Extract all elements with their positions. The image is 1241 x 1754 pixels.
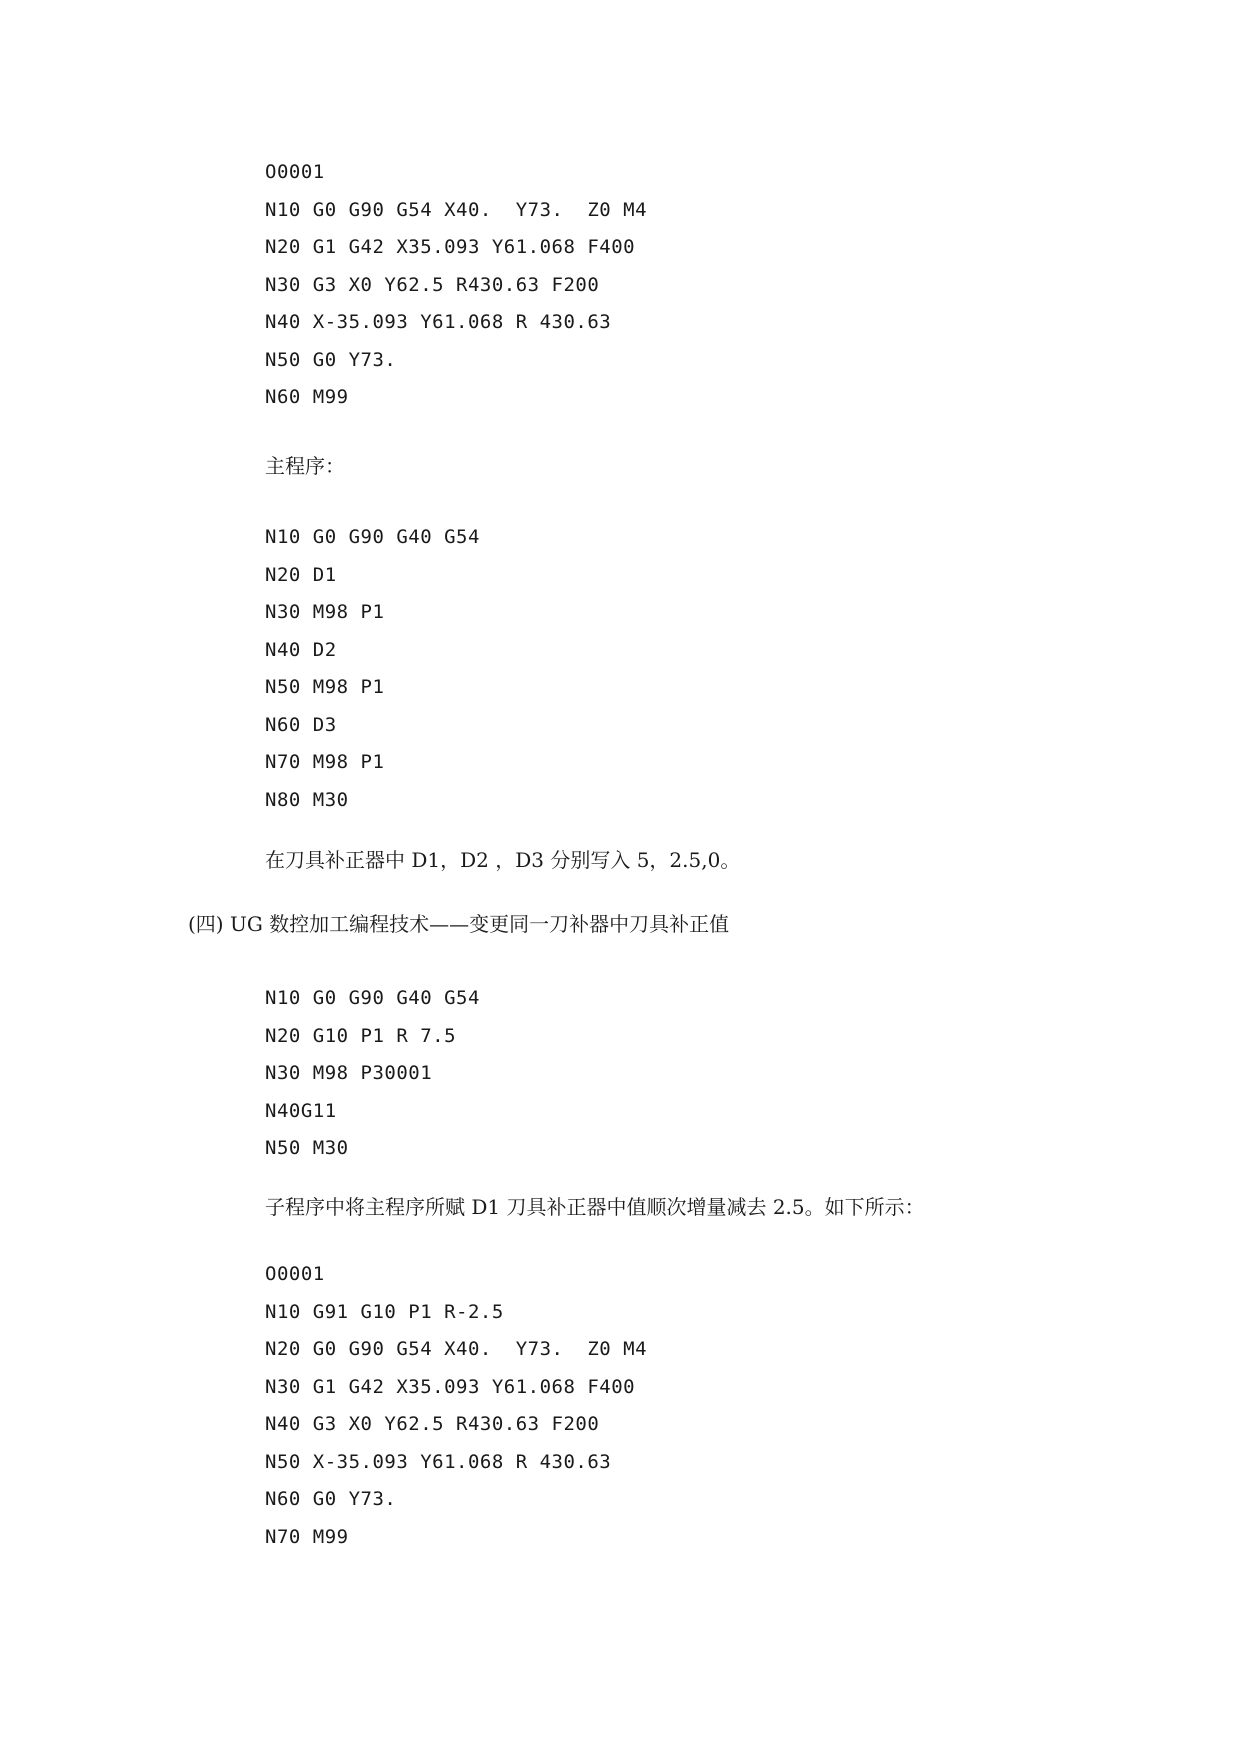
code-line: N20 G1 G42 X35.093 Y61.068 F400: [265, 236, 636, 258]
code-line: N50 M98 P1: [265, 676, 385, 698]
code-line: N40G11: [265, 1099, 337, 1122]
code-line: N60 D3: [265, 713, 337, 736]
code-line: N40 X-35.093 Y61.068 R 430.63: [265, 311, 612, 333]
code-line: N30 G1 G42 X35.093 Y61.068 F400: [265, 1375, 636, 1398]
main-program-label: 主程序：: [265, 454, 345, 478]
code-line: N30 M98 P1: [265, 601, 385, 623]
section-heading: (四) UG 数控加工编程技术——变更同一刀补器中刀具补正值: [188, 912, 730, 936]
subprogram-1-code: [265, 154, 647, 417]
code-line: N10 G0 G90 G54 X40. Y73. Z0 M4: [265, 198, 648, 221]
code-line: O0001: [265, 161, 325, 183]
code-line: N70 M99: [265, 1525, 349, 1548]
code-line: N50 G0 Y73.: [265, 348, 397, 371]
main-program-code: [265, 519, 480, 819]
code-line: N20 D1: [265, 563, 337, 586]
code-line: N70 M98 P1: [265, 751, 385, 773]
code-line: N40 G3 X0 Y62.5 R430.63 F200: [265, 1413, 600, 1435]
note-paragraph-2: 子程序中将主程序所赋 D1 刀具补正器中值顺次增量减去 2.5。如下所示：: [265, 1195, 925, 1219]
code-line: N30 M98 P30001: [265, 1062, 433, 1084]
code-line: O0001: [265, 1263, 325, 1285]
code-line: N60 M99: [265, 386, 349, 408]
code-line: N40 D2: [265, 638, 337, 661]
code-line: N10 G0 G90 G40 G54: [265, 987, 480, 1009]
code-line: N10 G91 G10 P1 R-2.5: [265, 1300, 504, 1323]
code-line: N50 M30: [265, 1137, 349, 1159]
code-line: N30 G3 X0 Y62.5 R430.63 F200: [265, 273, 600, 296]
code-line: N80 M30: [265, 788, 349, 811]
code-line: N50 X-35.093 Y61.068 R 430.63: [265, 1450, 612, 1473]
subprogram-2-code: [265, 1256, 647, 1556]
code-line: N60 G0 Y73.: [265, 1488, 397, 1510]
code-line: N10 G0 G90 G40 G54: [265, 526, 480, 548]
code-line: N20 G0 G90 G54 X40. Y73. Z0 M4: [265, 1338, 648, 1360]
code-line: N20 G10 P1 R 7.5: [265, 1024, 457, 1047]
program-2-code: [265, 980, 480, 1168]
note-paragraph-1: 在刀具补正器中 D1，D2 ，D3 分别写入 5，2.5,0。: [265, 848, 741, 872]
